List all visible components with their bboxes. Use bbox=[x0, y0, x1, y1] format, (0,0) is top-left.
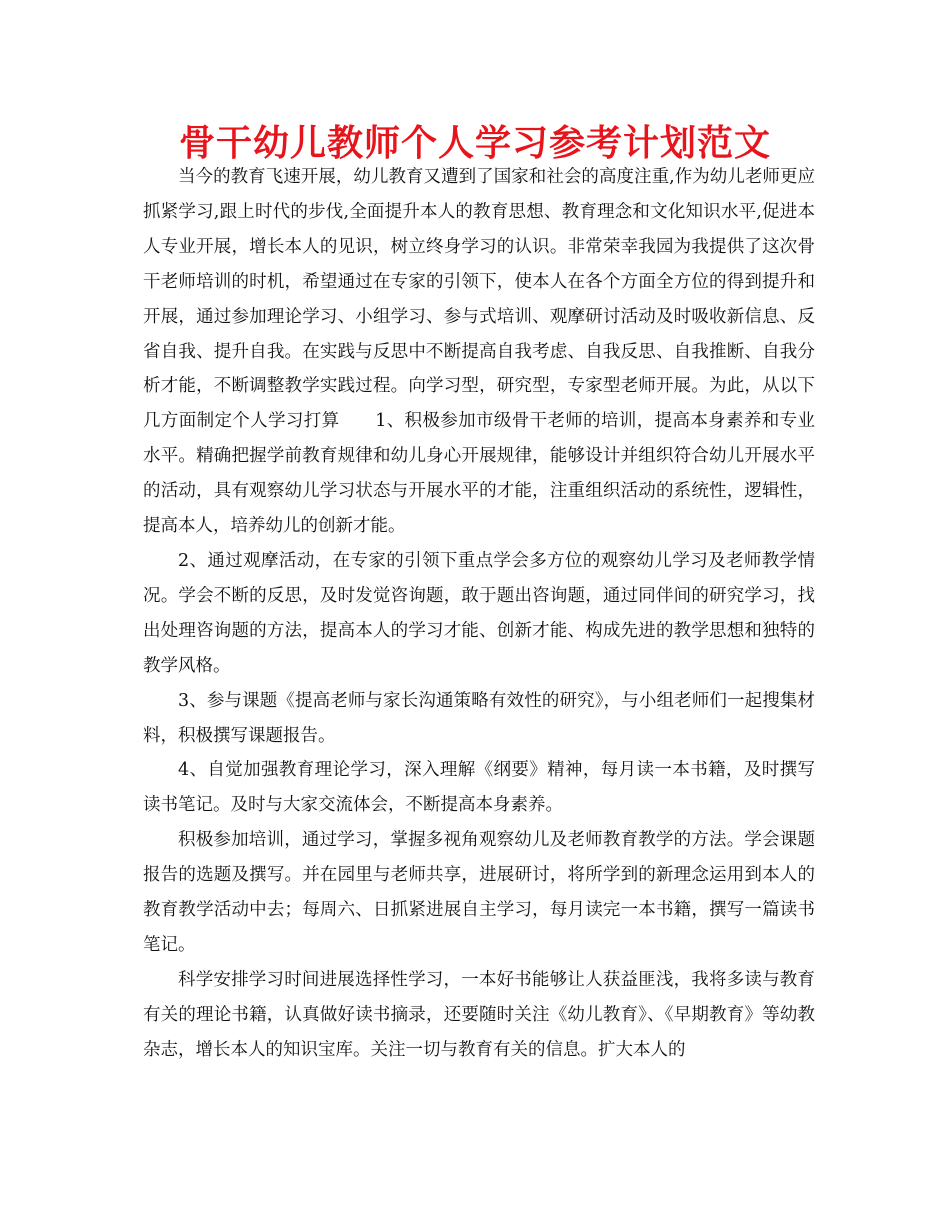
document-title: 骨干幼儿教师个人学习参考计划范文 bbox=[178, 123, 771, 164]
paragraph-training: 积极参加培训，通过学习，掌握多视角观察幼儿及老师教育教学的方法。学会课题报告的选题及撰写。并在园里与老师共享，进展研讨，将所学到的新理念运用到本人的教育教学活动中去；每周六、日抓紧进展自主学习，每月读完一本书籍，撰写一篇读书笔记。 bbox=[143, 830, 815, 955]
document-body bbox=[143, 160, 815, 1068]
paragraph-item-3: 3、参与课题《提高老师与家长沟通策略有效性的研究》，与小组老师们一起搜集材料，积极撰写课题报告。 bbox=[143, 690, 815, 746]
paragraph-reading: 科学安排学习时间进展选择性学习，一本好书能够让人获益匪浅，我将多读与教育有关的理论书籍，认真做好读书摘录，还要随时关注《幼儿教育》、《早期教育》等幼教杂志，增长本人的知识宝库。关注一切与教育有关的信息。扩大本人的 bbox=[143, 969, 815, 1060]
paragraph-item-4: 4、自觉加强教育理论学习，深入理解《纲要》精神，每月读一本书籍，及时撰写读书笔记。及时与大家交流体会，不断提高本身素养。 bbox=[143, 760, 815, 816]
paragraph-intro: 当今的教育飞速开展，幼儿教育又遭到了国家和社会的高度注重,作为幼儿老师更应抓紧学习,跟上时代的步伐,全面提升本人的教育思想、教育理念和文化知识水平,促进本人专业开展，增长本人的见识，树立终身学习的认识。非常荣幸我园为我提供了这次骨干老师培训的时机，希望通过在专家的引领下，使本人在各个方面全方位的得到提升和开展，通过参加理论学习、小组学习、参与式培训、观摩研讨活动及时吸收新信息、反省自我、提升自我。在实践与反思中不断提高自我考虑、自我反思、自我推断、自我分析才能，不断调整教学实践过程。向学习型，研究型，专家型老师开展。为此，从以下几方面制定个人学习打算 1、积极参加市级骨干老师的培训，提高本身素养和专业水平。精确把握学前教育规律和幼儿身心开展规律，能够设计并组织符合幼儿开展水平的活动，具有观察幼儿学习状态与开展水平的才能，注重组织活动的系统性，逻辑性，提高本人，培养幼儿的创新才能。 bbox=[143, 167, 815, 537]
paragraph-item-2: 2、通过观摩活动，在专家的引领下重点学会多方位的观察幼儿学习及老师教学情况。学会不断的反思，及时发觉咨询题，敢于题出咨询题，通过同伴间的研究学习，找出处理咨询题的方法，提高本人的学习才能、创新才能、构成先进的教学思想和独特的教学风格。 bbox=[143, 550, 815, 676]
